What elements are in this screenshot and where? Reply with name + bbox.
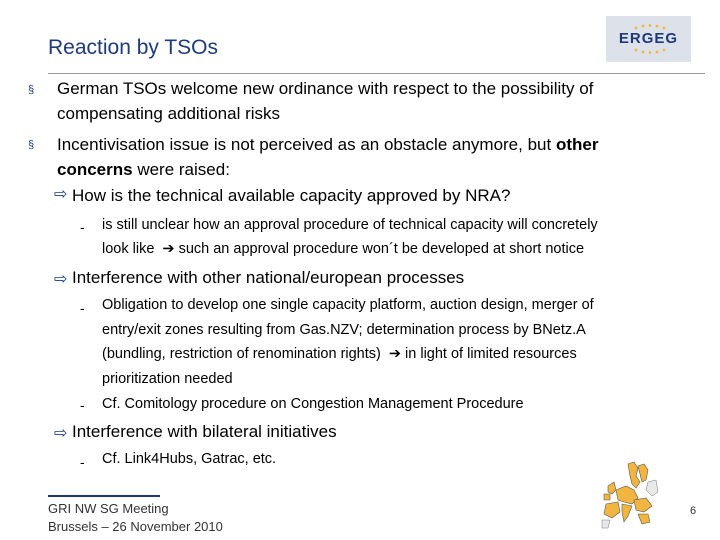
sub-bullet-3-text: Interference with bilateral initiatives — [72, 422, 337, 441]
europe-map-icon — [598, 460, 660, 532]
square-bullet-icon: § — [28, 139, 35, 151]
sub-2-item-1-line-1: Obligation to develop one single capacity platform, auction design, merger of — [102, 297, 594, 313]
bullet-1-line-1: German TSOs welcome new ordinance with respect to the possibility of — [57, 79, 594, 98]
sub-2-item-2-line-1: Cf. Comitology procedure on Congestion Management Procedure — [102, 396, 524, 412]
ergeg-logo — [606, 16, 691, 62]
logo-text: ERGEG — [618, 30, 679, 47]
sub-2-item-1-line-3a: (bundling, restriction of renomination rights) — [102, 346, 381, 362]
square-bullet-icon: § — [28, 84, 35, 96]
hollow-arrow-icon: ⇨ — [54, 425, 68, 442]
arrow-icon: ➔ — [388, 346, 402, 362]
dash-icon: - — [80, 454, 85, 470]
sub-2-item-1-line-3 — [102, 342, 577, 367]
footer-meeting: GRI NW SG Meeting — [48, 501, 169, 516]
sub-1-item-1-line-2a: look like — [102, 241, 155, 257]
dash-icon: - — [80, 219, 85, 235]
sub-2-item-1-line-4: prioritization needed — [102, 371, 233, 387]
footer — [48, 500, 223, 536]
bullet-2-line-2 — [57, 157, 230, 182]
bullet-2-line-1-text: Incentivisation issue is not perceived as an obstacle anymore, but — [57, 135, 556, 154]
sub-2-item-1-line-2: entry/exit zones resulting from Gas.NZV; determination process by BNetz.A — [102, 322, 586, 338]
bullet-2-line-2-bold: concerns — [57, 160, 133, 179]
bullet-2-line-1 — [57, 132, 598, 157]
bullet-2-line-1-bold: other — [555, 135, 599, 154]
sub-bullet-2-text: Interference with other national/european processes — [72, 268, 465, 287]
footer-location-date: Brussels – 26 November 2010 — [48, 519, 223, 534]
sub-1-item-1-line-1: is still unclear how an approval procedure of technical capacity will concretely — [102, 217, 598, 233]
sub-1-item-1-line-2 — [102, 237, 584, 262]
dash-icon: - — [80, 300, 85, 316]
sub-bullet-1-text: How is the technical available capacity approved by NRA? — [72, 186, 511, 205]
slide-title: Reaction by TSOs — [48, 36, 219, 59]
title-divider — [48, 73, 705, 74]
sub-2-item-1-line-3b: in light of limited resources — [405, 346, 577, 362]
footer-divider — [48, 495, 160, 497]
dash-icon: - — [80, 397, 85, 413]
bullet-2-line-2-text: were raised: — [132, 160, 230, 179]
page-number: 6 — [690, 505, 697, 517]
hollow-arrow-icon: ⇨ — [54, 271, 68, 288]
bullet-1-line-2: compensating additional risks — [57, 104, 281, 123]
sub-3-item-1-line-1: Cf. Link4Hubs, Gatrac, etc. — [102, 451, 277, 467]
sub-1-item-1-line-2b: such an approval procedure won´t be developed at short notice — [178, 241, 585, 257]
hollow-arrow-icon: ⇨ — [54, 186, 68, 203]
arrow-icon: ➔ — [162, 241, 175, 257]
